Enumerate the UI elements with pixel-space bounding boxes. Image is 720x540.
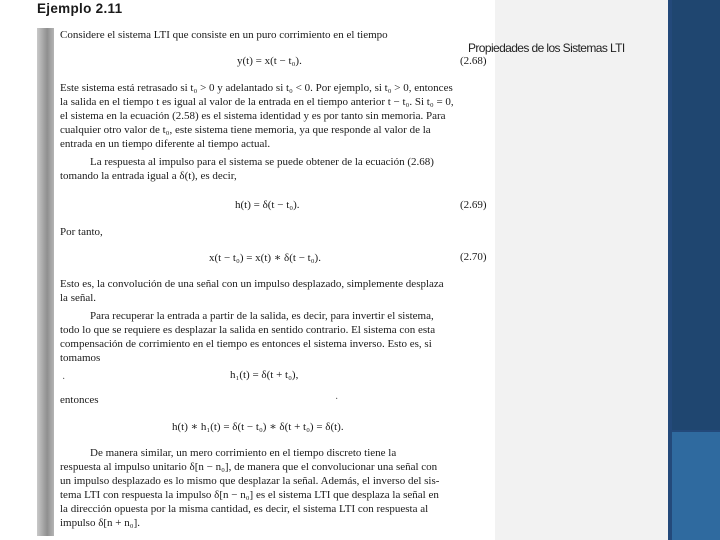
slide-accent-block-top xyxy=(672,0,720,430)
equation-2-69: h(t) = δ(t − t₀). xyxy=(235,199,300,211)
paragraph-line: respuesta al impulso unitario δ[n − n₀], de manera que el convolucionar una señal con xyxy=(60,461,438,473)
paragraph-line: tomamos xyxy=(60,352,101,364)
slide-title: Propiedades de los Sistemas LTI xyxy=(468,41,625,55)
equation-number-2-68: (2.68) xyxy=(460,55,487,67)
paragraph-line: la salida en el tiempo t es igual al valor de la entrada en el tiempo anterior t − t₀. Si t₀ = 0, xyxy=(60,96,454,108)
paragraph-line: entrada en un tiempo diferente al tiempo actual. xyxy=(60,138,271,150)
scan-speck: · xyxy=(62,374,66,385)
paragraph-line: tema LTI con respuesta la impulso δ[n − n₀] es el sistema LTI que desplaza la señal en xyxy=(60,489,439,501)
paragraph-line: la dirección opuesta por la misma cantidad, es decir, el sistema LTI con respuesta al xyxy=(60,503,429,515)
paragraph-line: Este sistema está retrasado si t₀ > 0 y adelantado si t₀ < 0. Por ejemplo, si t₀ > 0, entonces xyxy=(60,82,453,94)
paragraph-line: La respuesta al impulso para el sistema se puede obtener de la ecuación (2.68) xyxy=(90,156,434,168)
equation-number-2-69: (2.69) xyxy=(460,199,487,211)
paragraph-line: entonces xyxy=(60,394,99,406)
paragraph-line: Para recuperar la entrada a partir de la salida, es decir, para invertir el sistema, xyxy=(90,310,434,322)
paragraph-line: tomando la entrada igual a δ(t), es decir, xyxy=(60,170,237,182)
paragraph-line: compensación de corrimiento en el tiempo es entonces el sistema inverso. Esto es, si xyxy=(60,338,432,350)
equation-2-70: x(t − t₀) = x(t) ∗ δ(t − t₀). xyxy=(209,252,321,264)
intro-line: Considere el sistema LTI que consiste en un puro corrimiento en el tiempo xyxy=(60,29,388,41)
paragraph-line: todo lo que se requiere es desplazar la salida en sentido contrario. El sistema con esta xyxy=(60,324,436,336)
paragraph-line: Por tanto, xyxy=(60,226,103,238)
paragraph-line: Esto es, la convolución de una señal con un impulso desplazado, simplemente desplaza xyxy=(60,278,444,290)
paragraph-line: un impulso desplazado es lo mismo que desplazar la señal. Además, el inverso del sis- xyxy=(60,475,440,487)
paragraph-line: la señal. xyxy=(60,292,97,304)
paragraph-line: impulso δ[n + n₀]. xyxy=(60,517,140,529)
equation-cascade: h(t) ∗ h₁(t) = δ(t − t₀) ∗ δ(t + t₀) = δ(t). xyxy=(172,421,344,433)
equation-inverse-system: h₁(t) = δ(t + t₀), xyxy=(230,369,299,381)
page-gutter-shadow xyxy=(37,28,54,536)
paragraph-line: cualquier otro valor de t₀, este sistema tiene memoria, ya que responde al valor de la xyxy=(60,124,431,136)
paragraph-line: De manera similar, un mero corrimiento en el tiempo discreto tiene la xyxy=(90,447,397,459)
paragraph-line: el sistema en la ecuación (2.58) es el sistema identidad y es por tanto sin memoria. Para xyxy=(60,110,446,122)
equation-number-2-70: (2.70) xyxy=(460,251,487,263)
scan-speck: · xyxy=(335,394,339,405)
example-heading: Ejemplo 2.11 xyxy=(37,1,123,16)
slide-side-panel xyxy=(495,0,668,540)
equation-2-68: y(t) = x(t − t₀). xyxy=(237,55,302,67)
slide-accent-block-bottom xyxy=(672,432,720,540)
